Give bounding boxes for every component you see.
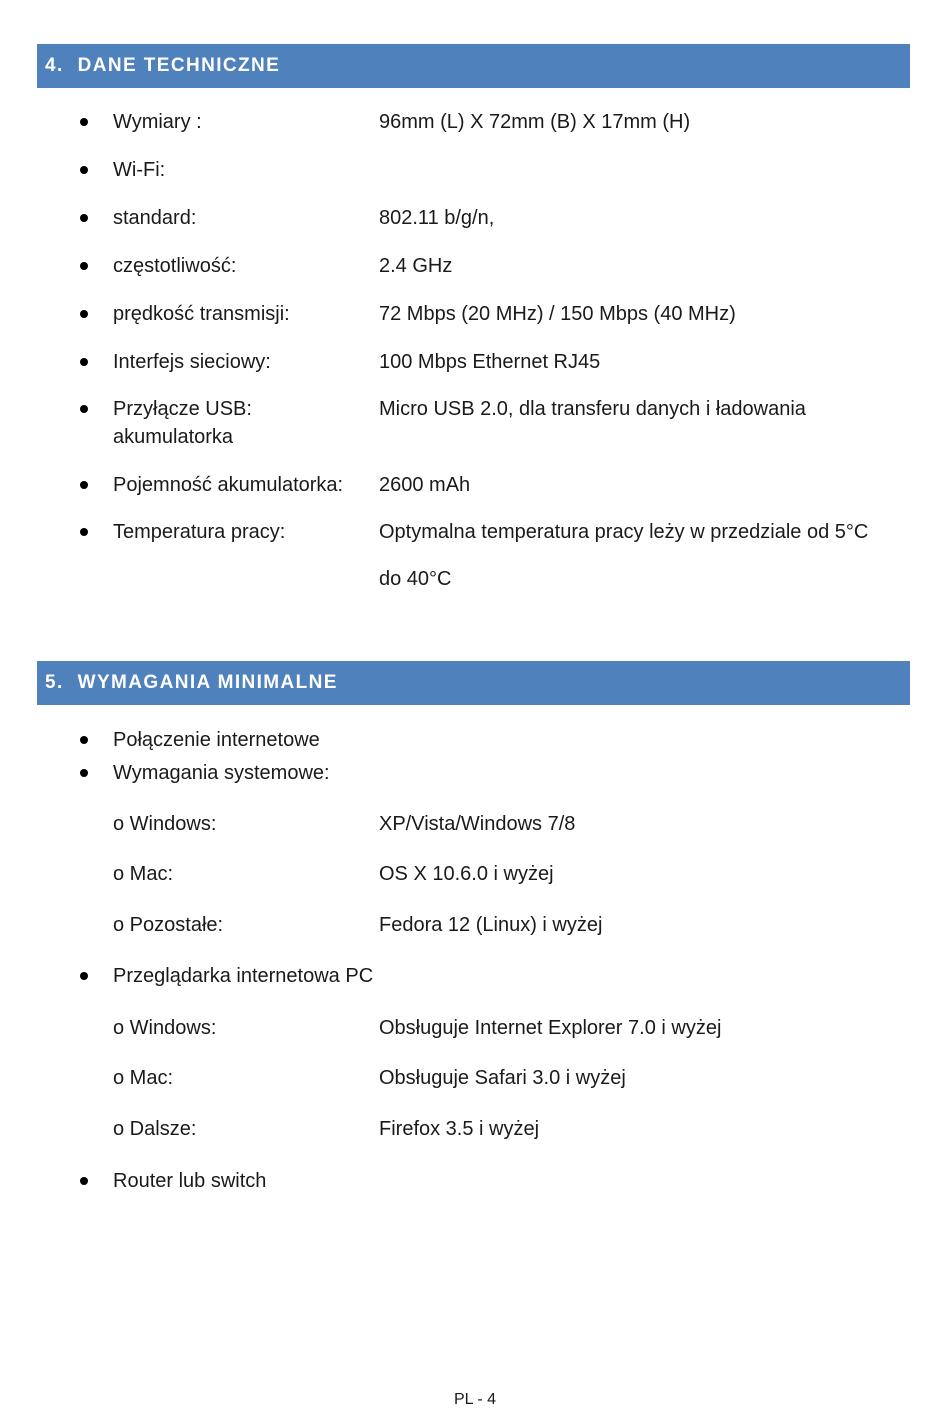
req-value: Obsługuje Safari 3.0 i wyżej — [379, 1067, 626, 1089]
section-number: 4. — [45, 55, 64, 76]
req-value: OS X 10.6.0 i wyżej — [379, 863, 554, 885]
spec-label: standard: — [113, 207, 197, 229]
spec-value: 96mm (L) X 72mm (B) X 17mm (H) — [379, 111, 691, 133]
req-label: Przeglądarka internetowa PC — [113, 965, 374, 987]
req-sublabel: o Dalsze: — [113, 1118, 197, 1140]
spec-label: Interfejs sieciowy: — [113, 351, 271, 373]
spec-label: Przyłącze USB: — [113, 398, 252, 420]
section-title: DANE TECHNICZNE — [77, 55, 281, 76]
req-value: XP/Vista/Windows 7/8 — [379, 813, 576, 835]
bullet-icon — [80, 405, 88, 413]
spec-label: prędkość transmisji: — [113, 303, 290, 325]
bullet-icon — [80, 481, 88, 489]
bullet-icon — [80, 262, 88, 270]
req-value: Obsługuje Internet Explorer 7.0 i wyżej — [379, 1017, 722, 1039]
spec-value: 72 Mbps (20 MHz) / 150 Mbps (40 MHz) — [379, 303, 736, 325]
spec-value: Micro USB 2.0, dla transferu danych i ładowania — [379, 398, 806, 420]
page-number: PL - 4 — [453, 1391, 497, 1408]
spec-label: Wymiary : — [113, 111, 202, 133]
spec-value: Optymalna temperatura pracy leży w przedziale od 5°C — [379, 521, 869, 543]
section-number: 5. — [45, 672, 64, 693]
spec-label: częstotliwość: — [113, 255, 237, 277]
req-sublabel: o Windows: — [113, 813, 217, 835]
section-header-technical-data — [37, 44, 910, 88]
req-label: Połączenie internetowe — [113, 729, 320, 751]
req-label: Router lub switch — [113, 1170, 267, 1192]
req-sublabel: o Mac: — [113, 1067, 174, 1089]
bullet-icon — [80, 358, 88, 366]
spec-value: 802.11 b/g/n, — [379, 207, 495, 229]
bullet-icon — [80, 118, 88, 126]
bullet-icon — [80, 214, 88, 222]
spec-value: 2600 mAh — [379, 474, 471, 496]
spec-label: Wi-Fi: — [113, 159, 166, 181]
bullet-icon — [80, 736, 88, 744]
spec-label-line2: akumulatorka — [113, 426, 234, 448]
req-sublabel: o Pozostałe: — [113, 914, 224, 936]
section-header-minimum-requirements — [37, 661, 910, 705]
spec-value: 2.4 GHz — [379, 255, 453, 277]
req-label: Wymagania systemowe: — [113, 762, 330, 784]
bullet-icon — [80, 528, 88, 536]
bullet-icon — [80, 972, 88, 980]
section-title: WYMAGANIA MINIMALNE — [77, 672, 338, 693]
spec-value-line2: do 40°C — [379, 568, 452, 590]
req-sublabel: o Mac: — [113, 863, 174, 885]
spec-value: 100 Mbps Ethernet RJ45 — [379, 351, 601, 373]
bullet-icon — [80, 166, 88, 174]
req-sublabel: o Windows: — [113, 1017, 217, 1039]
bullet-icon — [80, 1177, 88, 1185]
spec-label: Temperatura pracy: — [113, 521, 286, 543]
req-value: Firefox 3.5 i wyżej — [379, 1118, 540, 1140]
bullet-icon — [80, 310, 88, 318]
spec-label: Pojemność akumulatorka: — [113, 474, 344, 496]
bullet-icon — [80, 769, 88, 777]
req-value: Fedora 12 (Linux) i wyżej — [379, 914, 603, 936]
